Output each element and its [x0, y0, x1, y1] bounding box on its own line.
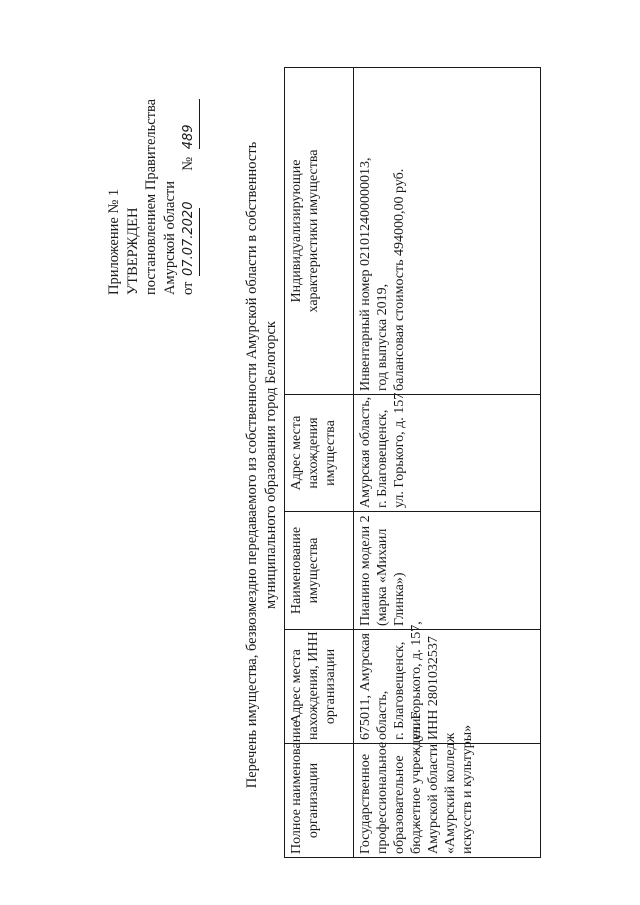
property-table — [284, 67, 541, 858]
cell-property-characteristics: Инвентарный номер 021012400000013, год выпуска 2019, балансовая стоимость 494000,00 руб. — [354, 68, 541, 395]
resolution-label: постановлением Правительства — [143, 98, 159, 295]
cell-property-name: Пианино модели 2 (марка «Михаил Глинка») — [354, 512, 541, 630]
cell-organization-name: Государственное профессиональное образовательное бюджетное учреждение Амурской области «Амурский колледж искусств и культуры» — [354, 744, 541, 858]
header-property-address: Адрес места нахождения имущества — [285, 395, 354, 512]
date-prefix: от — [180, 281, 196, 295]
cell-property-address: Амурская область, г. Благовещенск, ул. Горького, д. 157 — [354, 395, 541, 512]
handwritten-date: 07.07.2020 — [180, 208, 200, 276]
document-title — [243, 105, 280, 825]
title-line-1: Перечень имущества, безвозмездно передаваемого из собственности Амурской области в собственность — [244, 141, 260, 789]
date-number-line — [179, 45, 200, 295]
header-organization-address: Адрес места нахождения, ИНН организации — [285, 630, 354, 744]
table-header-row — [285, 68, 354, 858]
table-row — [354, 68, 541, 858]
region-label: Амурской области — [161, 181, 178, 295]
header-property-characteristics: Индивидуализирующие характеристики имущества — [285, 68, 354, 395]
header-property-name: Наименование имущества — [285, 512, 354, 630]
approved-label: УТВЕРЖДЕН — [124, 207, 141, 295]
title-line-2: муниципального образования город Белогорск — [262, 321, 279, 609]
appendix-number: Приложение № 1 — [106, 188, 122, 295]
approval-block — [105, 45, 200, 295]
header-organization-name: Полное наименование организации — [285, 744, 354, 858]
cell-organization-address: 675011, Амурская область, г. Благовещенск, ул. Горького, д. 157, ИНН 2801032537 — [354, 630, 541, 744]
handwritten-number: 489 — [180, 99, 200, 149]
number-prefix: № — [180, 156, 196, 171]
